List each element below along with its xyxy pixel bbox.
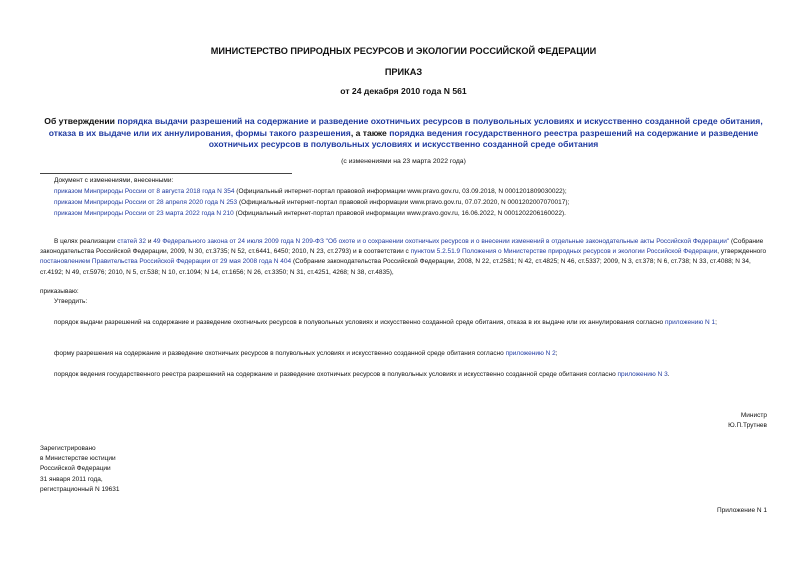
document-title — [40, 116, 767, 151]
title-link-registry[interactable]: порядка ведения государственного реестра разрешений на содержание и разведение охотничьих ресурсов в полувольных условиях и искусственно созданной среде обитания — [208, 127, 759, 149]
registration-line: регистрационный N 19631 — [40, 485, 120, 493]
document-type: ПРИКАЗ — [384, 67, 423, 77]
change-source: (Официальный интернет-портал правовой информации www.pravo.gov.ru, 16.06.2022, N 0001202206160022). — [233, 210, 566, 217]
change-source: (Официальный интернет-портал правовой информации www.pravo.gov.ru, 03.09.2018, N 0001201809030022); — [234, 188, 567, 195]
preamble-text: , утвержденного — [717, 248, 767, 256]
preamble-text: (Собрание законодательства Российской Федерации, 2008, N 22, ст.2581; N 42, ст.4825; N 46, ст.5337; 2009, N 3, ст.378; N 6, ст.738; N 33, ст.4088; N 34, ст.4192; N 49, ст.5976; 2010, N 5, ст.538; N 10, ст.1094; N 14, ст.1656; N 26, ст.3350; N 31, ст.4251, 4268; N 38, ст.4835), — [40, 258, 751, 276]
preamble-text: (Собрание законодательства Российской Федерации, 2009, N 30, ст.3735; N 52, ст.6441, 6450; 2010, N 23, ст.2793) и в соответствии с — [40, 238, 764, 256]
document-date: от 24 декабря 2010 года N 561 — [340, 86, 467, 96]
item-end: ; — [715, 319, 717, 326]
item-end: ; — [555, 350, 558, 357]
item-text: форму разрешения на содержание и разведение охотничьих ресурсов в полувольных условиях и искусственно созданной среде обитания согласно — [54, 350, 506, 357]
registration-line: 31 января 2011 года, — [40, 475, 103, 483]
signature-name: Ю.П.Трутнев — [728, 422, 767, 430]
preamble-link-government-decree[interactable]: постановлением Правительства Российской Федерации от 29 мая 2008 года N 404 — [40, 258, 292, 266]
title-middle: , а также — [350, 127, 390, 138]
preamble-link-article-32[interactable]: статей 32 — [117, 238, 147, 245]
change-item — [54, 199, 569, 206]
order-word: приказываю: — [40, 288, 79, 295]
item-text: порядок выдачи разрешений на содержание и разведение охотничьих ресурсов в полувольных условиях и искусственно созданной среде обитания, отказа в их выдаче или их аннулирования согласно — [54, 319, 665, 326]
change-item — [54, 210, 566, 217]
change-item — [54, 188, 567, 195]
title-link-procedure[interactable]: порядка выдачи разрешений на содержание и разведение охотничьих ресурсов в полувольных условиях и искусственно созданной среде обитания, отказа в их выдаче или их аннулирования, формы такого разрешения — [48, 116, 763, 138]
approve-word: Утвердить: — [54, 298, 88, 305]
approval-item-1 — [40, 318, 768, 328]
signature-role: Министр — [740, 412, 767, 419]
approval-item-2 — [54, 349, 558, 359]
signature-block — [728, 411, 767, 432]
divider — [40, 173, 292, 174]
change-link[interactable]: приказом Минприроды России от 23 марта 2022 года N 210 — [54, 210, 234, 217]
revision-note: (с изменениями на 23 марта 2022 года) — [341, 158, 466, 165]
approval-item-3 — [54, 370, 670, 380]
preamble-text: В целях реализации — [54, 238, 118, 245]
appendix-3-link[interactable]: приложению N 3 — [617, 371, 668, 378]
changes-heading: Документ с изменениями, внесенными: — [54, 177, 174, 184]
registration-block — [40, 444, 120, 495]
registration-line: в Министерстве юстиции — [40, 455, 116, 463]
item-text: порядок ведения государственного реестра разрешений на содержание и разведение охотничьих ресурсов в полувольных условиях и искусственно созданной среде обитания согласно — [54, 371, 618, 378]
item-end: . — [667, 371, 670, 378]
preamble-paragraph — [40, 237, 768, 278]
preamble-link-federal-law[interactable]: 49 Федерального закона от 24 июля 2009 года N 209-ФЗ "Об охоте и о сохранении охотничьих ресурсов и о внесении изменений в отдельные законодательные акты Российской Федерации" — [153, 238, 730, 245]
change-source: (Официальный интернет-портал правовой информации www.pravo.gov.ru, 07.07.2020, N 0001202007070017); — [237, 199, 570, 206]
registration-line: Российской Федерации — [40, 465, 111, 473]
appendix-1-link[interactable]: приложению N 1 — [664, 319, 716, 326]
ministry-heading: МИНИСТЕРСТВО ПРИРОДНЫХ РЕСУРСОВ И ЭКОЛОГИИ РОССИЙСКОЙ ФЕДЕРАЦИИ — [210, 46, 597, 56]
appendix-2-link[interactable]: приложению N 2 — [505, 350, 556, 357]
preamble-link-regulation[interactable]: пунктом 5.2.51.9 Положения о Министерстве природных ресурсов и экологии Российской Федерации — [410, 248, 718, 256]
change-link[interactable]: приказом Минприроды России от 8 августа 2018 года N 354 — [54, 188, 235, 195]
title-prefix: Об утверждении — [44, 116, 118, 126]
registration-line: Зарегистрировано — [40, 445, 96, 452]
change-link[interactable]: приказом Минприроды России от 28 апреля 2020 года N 253 — [54, 199, 238, 206]
preamble-text: и — [146, 238, 154, 245]
appendix-label: Приложение N 1 — [716, 507, 767, 514]
